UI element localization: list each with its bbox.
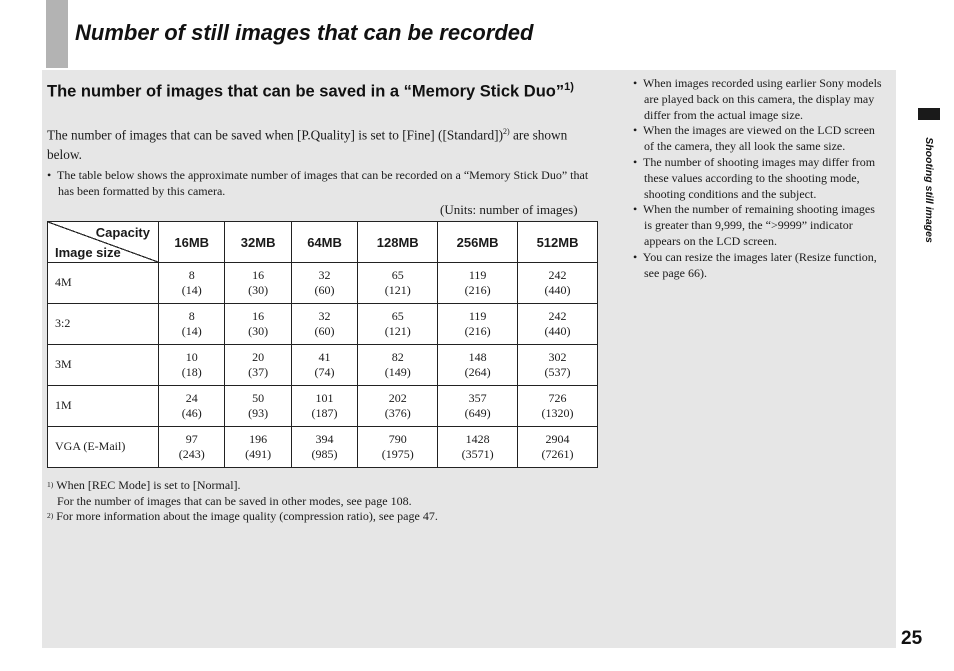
table-row: [48, 427, 598, 468]
standard-count: (264): [464, 365, 491, 379]
footnote-1: [47, 478, 607, 494]
footnote-1-text: When [REC Mode] is set to [Normal].: [56, 478, 241, 492]
fine-count: 357: [468, 390, 487, 405]
intro-text-1: The number of images that can be saved when [P.Quality] is set to [Fine] ([Standard]): [47, 127, 504, 143]
corner-diagonal: [48, 222, 158, 262]
footnote-1-continuation: For the number of images that can be saved in other modes, see page 108.: [57, 493, 412, 508]
fine-count: 196: [249, 431, 268, 446]
standard-count: (121): [384, 283, 411, 297]
table-row: [48, 386, 598, 427]
column-header: 16MB: [159, 222, 225, 263]
footnotes: [47, 478, 607, 525]
standard-count: (1320): [541, 406, 574, 420]
table-note-text: The table below shows the approximate number of images that can be recorded on a “Memory Stick Duo” that has been formatted by this camera.: [56, 168, 589, 198]
standard-count: (30): [248, 283, 269, 297]
intro-text-2: are shown below.: [47, 127, 568, 163]
fine-count: 2904: [545, 431, 570, 446]
table-cell: [518, 427, 598, 468]
standard-count: (537): [544, 365, 571, 379]
column-header: 512MB: [518, 222, 598, 263]
table-cell: [291, 386, 357, 427]
standard-count: (7261): [541, 447, 574, 461]
side-section-label: Shooting still images: [923, 137, 935, 243]
table-cell: [358, 263, 438, 304]
fine-count: 394: [315, 431, 334, 446]
table-cell: [518, 304, 598, 345]
footnote-2-mark: 2): [47, 511, 54, 520]
fine-count: 65: [391, 267, 404, 282]
note-item: • When the images are viewed on the LCD screen of the camera, they all look the same size.: [633, 123, 875, 154]
table-cell: [225, 345, 291, 386]
table-cell: [518, 386, 598, 427]
standard-count: (18): [181, 365, 202, 379]
side-tab-marker: [918, 108, 940, 120]
standard-count: (985): [311, 447, 338, 461]
fine-count: 65: [391, 308, 404, 323]
table-cell: [358, 386, 438, 427]
standard-count: (649): [464, 406, 491, 420]
note-item: • When the number of remaining shooting images is greater than 9,999, the “>9999” indicator appears on the LCD screen.: [633, 202, 875, 248]
standard-count: (1975): [381, 447, 414, 461]
fine-count: 119: [468, 308, 487, 323]
note-text: When images recorded using earlier Sony models are played back on this camera, the display may differ from the actual image size.: [642, 76, 882, 122]
fine-count: 32: [318, 267, 331, 282]
column-header: 256MB: [438, 222, 518, 263]
page-number: 25: [901, 628, 923, 649]
standard-count: (60): [314, 283, 335, 297]
table-cell: [291, 263, 357, 304]
standard-count: (187): [311, 406, 338, 420]
title-accent-bar: [46, 0, 68, 68]
note-text: When the number of remaining shooting images is greater than 9,999, the “>9999” indicator appears on the LCD screen.: [642, 202, 875, 248]
column-header: 128MB: [358, 222, 438, 263]
standard-count: (243): [178, 447, 205, 461]
footnote-1-mark: 1): [47, 480, 54, 489]
fine-count: 16: [252, 267, 265, 282]
table-cell: [159, 304, 225, 345]
standard-count: (440): [544, 324, 571, 338]
standard-count: (216): [464, 283, 491, 297]
note-item: • You can resize the images later (Resize function, see page 66).: [633, 249, 877, 280]
fine-count: 82: [391, 349, 404, 364]
table-cell: [291, 427, 357, 468]
table-cell: [225, 304, 291, 345]
table-cell: [518, 263, 598, 304]
table-cell: [438, 304, 518, 345]
table-row: [48, 263, 598, 304]
standard-count: (74): [314, 365, 335, 379]
table-cell: [225, 386, 291, 427]
intro-paragraph: [47, 122, 602, 165]
table-corner-cell: [48, 222, 159, 263]
fine-count: 119: [468, 267, 487, 282]
standard-count: (376): [384, 406, 411, 420]
note-text: When the images are viewed on the LCD screen of the camera, they all look the same size.: [642, 123, 875, 154]
table-row: [48, 304, 598, 345]
fine-count: 242: [548, 267, 567, 282]
column-header: 32MB: [225, 222, 291, 263]
column-header: 64MB: [291, 222, 357, 263]
fine-count: 726: [548, 390, 567, 405]
fine-count: 148: [468, 349, 487, 364]
fine-count: 242: [548, 308, 567, 323]
fine-count: 41: [318, 349, 331, 364]
footnote-2-text: For more information about the image quality (compression ratio), see page 47.: [56, 509, 438, 523]
standard-count: (46): [181, 406, 202, 420]
row-label: 1M: [48, 386, 159, 427]
note-item: • The number of shooting images may differ from these values according to the shooting mode, shooting conditions and the subject.: [633, 154, 876, 201]
row-label: 3M: [48, 345, 159, 386]
standard-count: (14): [181, 324, 202, 338]
page-title: Number of still images that can be recorded: [75, 20, 534, 45]
note-text: You can resize the images later (Resize function, see page 66).: [642, 249, 877, 280]
table-cell: [518, 345, 598, 386]
standard-count: (121): [384, 324, 411, 338]
table-cell: [438, 263, 518, 304]
table-cell: [358, 427, 438, 468]
table-cell: [358, 345, 438, 386]
fine-count: 790: [388, 431, 407, 446]
fine-count: 8: [188, 308, 195, 323]
corner-capacity-label: Capacity: [95, 225, 150, 240]
fine-count: 8: [188, 267, 195, 282]
standard-count: (440): [544, 283, 571, 297]
note-text: The number of shooting images may differ from these values according to the shooting mode, shooting conditions and the subject.: [642, 154, 876, 201]
notes-list: [633, 76, 883, 281]
table-header-row: [48, 222, 598, 263]
row-label: 4M: [48, 263, 159, 304]
fine-count: 202: [388, 390, 407, 405]
fine-count: 32: [318, 308, 331, 323]
table-note-bullet: • The table below shows the approximate number of images that can be recorded on a “Memory Stick Duo” that has been formatted by this camera.: [47, 168, 589, 198]
standard-count: (491): [245, 447, 272, 461]
table-cell: [159, 386, 225, 427]
fine-count: 50: [252, 390, 265, 405]
table-row: [48, 345, 598, 386]
fine-count: 16: [252, 308, 265, 323]
row-label: 3:2: [48, 304, 159, 345]
table-cell: [291, 345, 357, 386]
table-cell: [225, 427, 291, 468]
standard-count: (30): [248, 324, 269, 338]
standard-count: (216): [464, 324, 491, 338]
capacity-table: [47, 221, 598, 468]
section-heading: [47, 77, 607, 102]
table-cell: [225, 263, 291, 304]
standard-count: (37): [248, 365, 269, 379]
standard-count: (60): [314, 324, 335, 338]
standard-count: (14): [181, 283, 202, 297]
fine-count: 1428: [465, 431, 490, 446]
table-cell: [438, 386, 518, 427]
table-cell: [438, 345, 518, 386]
fine-count: 24: [185, 390, 198, 405]
fine-count: 20: [252, 349, 265, 364]
table-cell: [358, 304, 438, 345]
standard-count: (93): [248, 406, 269, 420]
fine-count: 101: [315, 390, 334, 405]
fine-count: 10: [185, 349, 198, 364]
table-cell: [159, 345, 225, 386]
section-heading-text: The number of images that can be saved in a “Memory Stick Duo”: [47, 82, 565, 101]
footnote-2: [47, 509, 607, 525]
table-cell: [159, 427, 225, 468]
table-cell: [159, 263, 225, 304]
fine-count: 97: [185, 431, 198, 446]
table-cell: [438, 427, 518, 468]
heading-footnote-mark: 1): [564, 81, 574, 93]
standard-count: (3571): [461, 447, 494, 461]
intro-footnote-mark: 2): [503, 127, 510, 136]
units-label: (Units: number of images): [440, 202, 578, 217]
table-cell: [291, 304, 357, 345]
corner-image-size-label: Image size: [55, 245, 121, 260]
row-label: VGA (E-Mail): [48, 427, 159, 468]
fine-count: 302: [548, 349, 567, 364]
standard-count: (149): [384, 365, 411, 379]
note-item: • When images recorded using earlier Sony models are played back on this camera, the display may differ from the actual image size.: [633, 76, 882, 122]
